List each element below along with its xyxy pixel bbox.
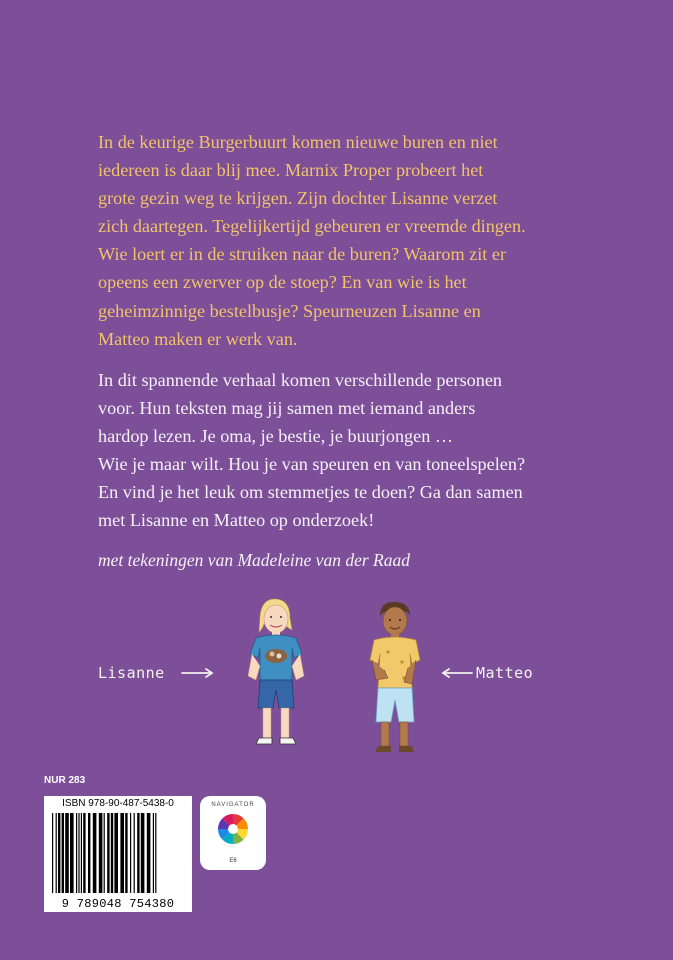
navigator-level: E6 [229, 858, 237, 864]
barcode-number: 9 789048 754380 [61, 897, 175, 911]
barcode-bar [83, 813, 85, 893]
blurb-line: opeens een zwerver op de stoep? En van wie is het [98, 272, 467, 293]
intro-line: Wie je maar wilt. Hou je van speuren en van toneelspelen? [98, 454, 526, 475]
isbn-barcode [44, 796, 192, 912]
barcode-bar [76, 813, 77, 893]
navigator-title: NAVIGATOR [211, 802, 255, 808]
blurb-line: Wie loert er in de struiken naar de buren? Waarom zit er [98, 244, 507, 265]
blurb-line: grote gezin weg te krijgen. Zijn dochter Lisanne verzet [98, 188, 498, 209]
intro-line: In dit spannende verhaal komen verschillende personen [98, 370, 503, 390]
barcode-bar [125, 813, 127, 893]
intro-line: voor. Hun teksten mag jij samen met iemand anders [98, 398, 476, 419]
blurb-line: Matteo maken er werk van. [98, 328, 298, 349]
isbn-text: ISBN 978-90-487-5438-0 [62, 798, 174, 809]
barcode-bar [70, 813, 74, 893]
intro-text [98, 366, 618, 535]
navigator-badge [200, 796, 266, 870]
blurb-line: zich daartegen. Tegelijkertijd gebeuren er vreemde dingen. [98, 216, 526, 237]
arrow-right-icon [180, 666, 216, 680]
lisanne-illustration [232, 596, 318, 752]
barcode-bar [56, 813, 57, 893]
barcode-bar [114, 813, 118, 893]
blurb-line: iedereen is daar blij mee. Marnix Proper probeert het [98, 160, 484, 181]
barcode-bar [130, 813, 131, 893]
intro-line: met Lisanne en Matteo op onderzoek! [98, 510, 375, 531]
intro-line: En vind je het leuk om stemmetjes te doen? Ga dan samen [98, 482, 523, 503]
barcode-bar [147, 813, 151, 893]
blurb-line: geheimzinnige bestelbusje? Speurneuzen Lisanne en [98, 300, 481, 321]
barcode-bar [111, 813, 113, 893]
barcode-bar [153, 813, 154, 893]
blurb-line: In de keurige Burgerbuurt komen nieuwe buren en niet [98, 132, 498, 152]
color-wheel-icon [217, 813, 249, 845]
barcode-bar [104, 813, 105, 893]
lisanne-label: Lisanne [98, 664, 165, 682]
barcode-bar [137, 813, 139, 893]
barcode-bar [78, 813, 79, 893]
arrow-left-icon [440, 666, 474, 680]
barcode-bars [52, 813, 184, 893]
barcode-bar [81, 813, 82, 893]
barcode-bar [62, 813, 64, 893]
barcode-bar [65, 813, 69, 893]
barcode-bar [107, 813, 109, 893]
matteo-illustration [354, 600, 434, 756]
barcode-bar [120, 813, 124, 893]
barcode-bar [141, 813, 145, 893]
barcode-bar [134, 813, 135, 893]
intro-line: hardop lezen. Je oma, je bestie, je buurjongen … [98, 426, 454, 447]
matteo-label: Matteo [476, 664, 534, 682]
barcode-bar [88, 813, 90, 893]
barcode-bar [93, 813, 97, 893]
nur-code: NUR 283 [44, 775, 86, 786]
barcode-bar [155, 813, 156, 893]
barcode-bar [58, 813, 60, 893]
blurb-text [98, 128, 618, 353]
illustrator-credit: met tekeningen van Madeleine van der Raad [98, 550, 410, 570]
barcode-bar [52, 813, 53, 893]
barcode-bar [99, 813, 103, 893]
